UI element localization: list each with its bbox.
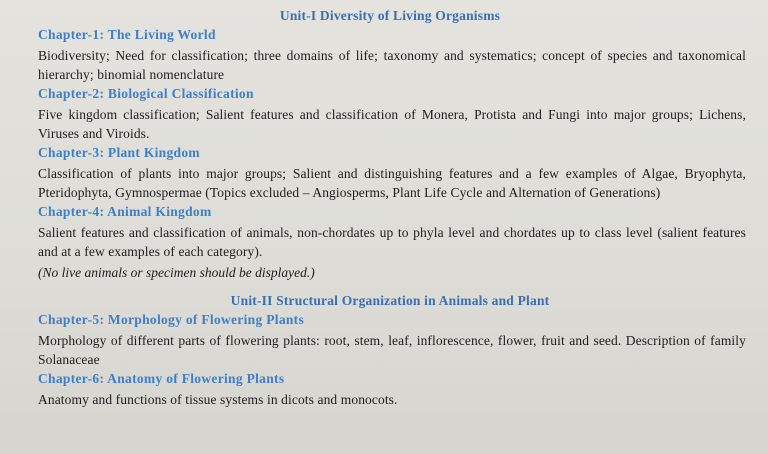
chapter-4-text: Salient features and classification of animals, non-chordates up to phyla level and chordates up to class level (salient features and at a few examples of each category). bbox=[38, 225, 746, 259]
unit-2-title: Unit-II Structural Organization in Animals and Plant bbox=[230, 293, 550, 308]
chapter-6-text: Anatomy and functions of tissue systems in dicots and monocots. bbox=[38, 392, 398, 407]
chapter-1-text: Biodiversity; Need for classification; three domains of life; taxonomy and systematics; concept of species and taxonomical hierarchy; binomial nomenclature bbox=[38, 48, 746, 82]
chapter-2-title: Chapter-2: Biological Classification bbox=[38, 86, 254, 101]
chapter-5-text: Morphology of different parts of flowering plants: root, stem, leaf, inflorescence, flower, fruit and seed. Description of family Solanaceae bbox=[38, 333, 746, 367]
chapter-1-title: Chapter-1: The Living World bbox=[38, 27, 216, 42]
chapter-2-text: Five kingdom classification; Salient features and classification of Monera, Protista and Fungi into major groups; Lichens, Viruses and Viroids. bbox=[38, 107, 746, 141]
unit-1-title: Unit-I Diversity of Living Organisms bbox=[279, 8, 501, 23]
chapter-4-note: (No live animals or specimen should be displayed.) bbox=[38, 265, 315, 280]
chapter-3-text: Classification of plants into major groups; Salient and distinguishing features and a few examples of Algae, Bryophyta, Pteridophyta, Gymnospermae (Topics excluded – Angiosperms, Plant Life Cycle and Alternation of Generations) bbox=[38, 166, 746, 200]
chapter-5-title: Chapter-5: Morphology of Flowering Plants bbox=[38, 312, 305, 327]
chapter-3-title: Chapter-3: Plant Kingdom bbox=[38, 145, 200, 160]
chapter-4-title: Chapter-4: Animal Kingdom bbox=[38, 204, 212, 219]
chapter-6-title: Chapter-6: Anatomy of Flowering Plants bbox=[38, 371, 285, 386]
